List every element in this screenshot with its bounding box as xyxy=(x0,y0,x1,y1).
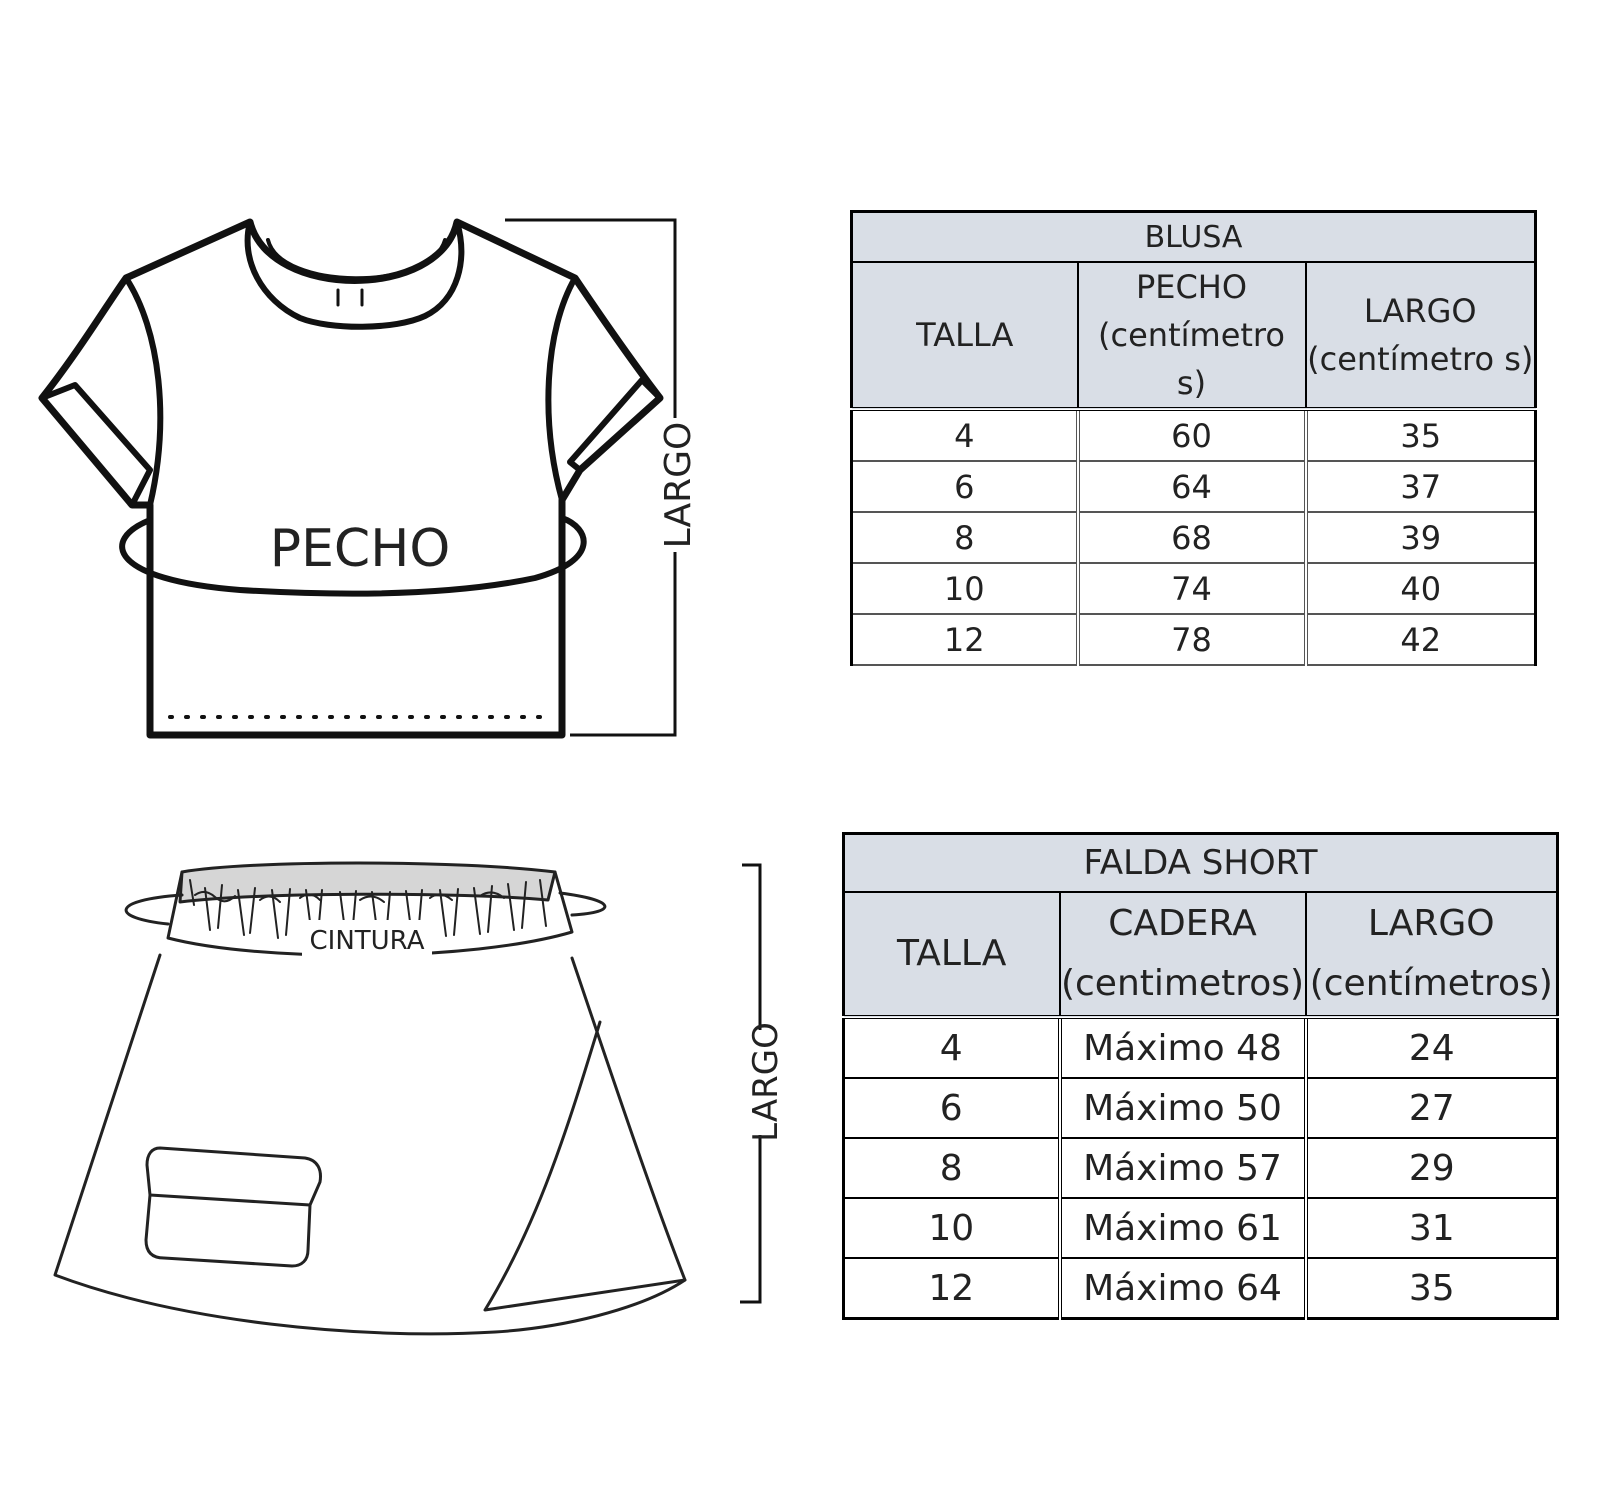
table-cell: Máximo 48 xyxy=(1060,1017,1306,1078)
table-cell: 12 xyxy=(844,1258,1060,1319)
blusa-header-pecho: PECHO (centímetro s) xyxy=(1078,262,1306,409)
table-cell: 31 xyxy=(1306,1198,1558,1258)
falda-header-talla: TALLA xyxy=(844,892,1060,1017)
table-row xyxy=(852,512,1536,563)
table-cell: 64 xyxy=(1078,461,1306,512)
table-cell: 27 xyxy=(1306,1078,1558,1138)
table-cell: 42 xyxy=(1306,614,1536,665)
table-cell: 12 xyxy=(852,614,1078,665)
table-row xyxy=(844,1258,1558,1319)
table-cell: 8 xyxy=(852,512,1078,563)
falda-header-cadera: CADERA (centimetros) xyxy=(1060,892,1306,1017)
table-cell: 4 xyxy=(852,409,1078,461)
table-cell: 37 xyxy=(1306,461,1536,512)
table-cell: 68 xyxy=(1078,512,1306,563)
table-cell: Máximo 64 xyxy=(1060,1258,1306,1319)
blusa-table-title: BLUSA xyxy=(852,212,1536,263)
falda-header-largo: LARGO (centímetros) xyxy=(1306,892,1558,1017)
table-row xyxy=(852,461,1536,512)
table-cell: 78 xyxy=(1078,614,1306,665)
table-cell: 40 xyxy=(1306,563,1536,614)
table-row xyxy=(844,1198,1558,1258)
table-cell: Máximo 61 xyxy=(1060,1198,1306,1258)
table-row xyxy=(844,1138,1558,1198)
table-cell: 8 xyxy=(844,1138,1060,1198)
table-cell: 6 xyxy=(852,461,1078,512)
blusa-size-table xyxy=(850,210,1537,666)
table-row xyxy=(844,1017,1558,1078)
blusa-header-largo: LARGO (centímetro s) xyxy=(1306,262,1536,409)
table-cell: 74 xyxy=(1078,563,1306,614)
table-cell: 39 xyxy=(1306,512,1536,563)
table-cell: Máximo 57 xyxy=(1060,1138,1306,1198)
table-cell: 35 xyxy=(1408,1267,1455,1309)
table-cell: 4 xyxy=(844,1017,1060,1078)
table-cell: 29 xyxy=(1306,1138,1558,1198)
table-cell: 35 xyxy=(1306,409,1536,461)
skort-waist-label: CINTURA xyxy=(309,926,425,956)
table-row xyxy=(852,563,1536,614)
table-cell: 24 xyxy=(1306,1017,1558,1078)
blouse-illustration xyxy=(42,222,660,735)
table-cell: Máximo 50 xyxy=(1060,1078,1306,1138)
falda-table-title: FALDA SHORT xyxy=(844,834,1558,893)
falda-short-size-table xyxy=(842,832,1559,1320)
table-row xyxy=(844,1078,1558,1138)
table-cell: 10 xyxy=(852,563,1078,614)
blouse-length-label: LARGO xyxy=(658,421,699,549)
skort-length-label: LARGO xyxy=(746,1022,786,1142)
table-cell: 10 xyxy=(844,1198,1060,1258)
table-row xyxy=(852,409,1536,461)
table-cell: 6 xyxy=(844,1078,1060,1138)
blusa-header-talla: TALLA xyxy=(852,262,1078,409)
blouse-chest-label: PECHO xyxy=(269,519,451,579)
table-cell: 60 xyxy=(1078,409,1306,461)
table-row xyxy=(852,614,1536,665)
